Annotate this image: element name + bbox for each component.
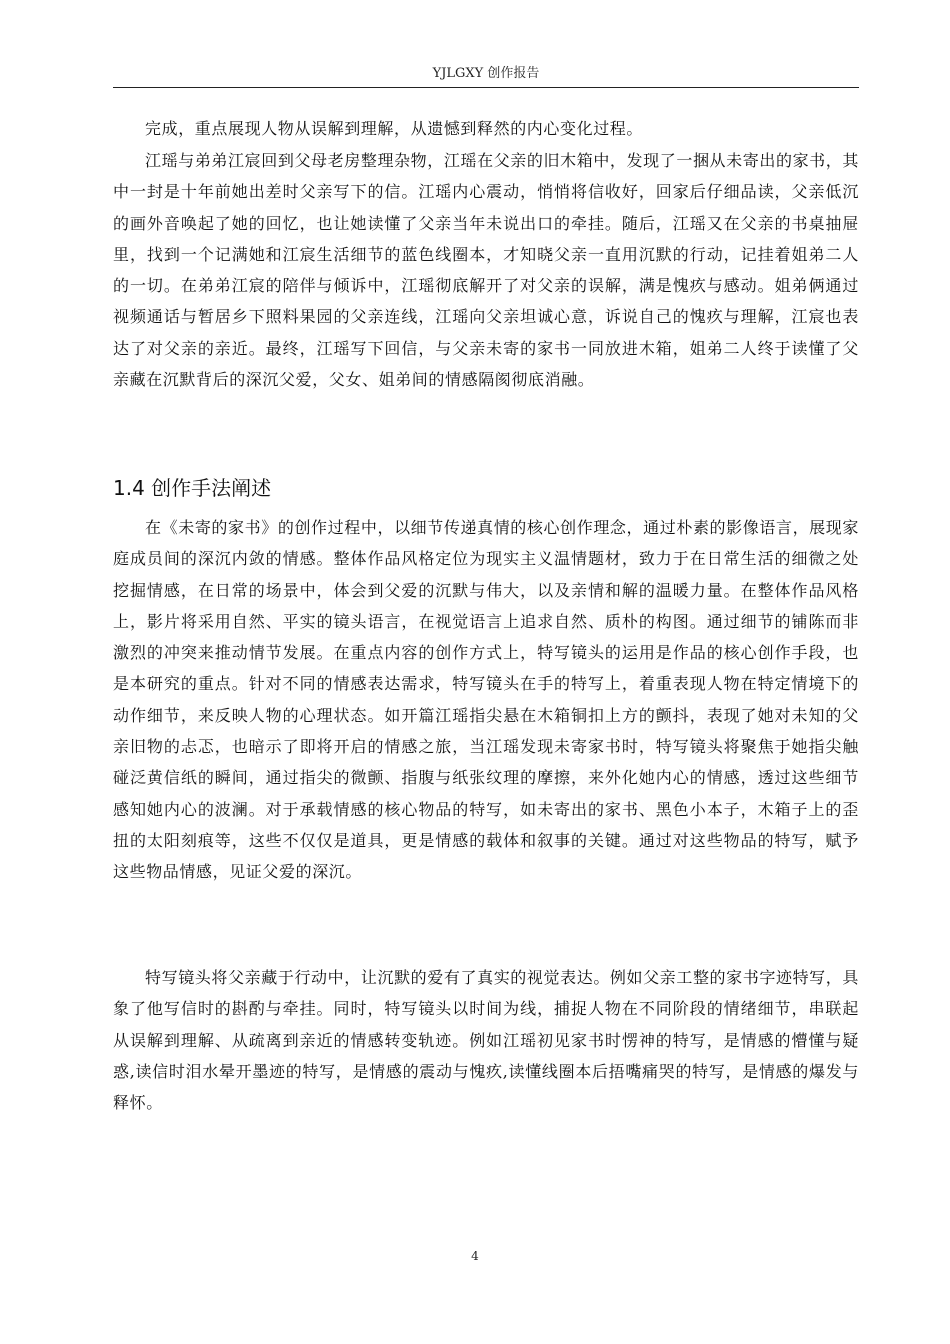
running-header: YJLGXY 创作报告 (432, 66, 540, 81)
page-number: 4 (471, 1249, 479, 1263)
paragraph-plot-summary: 江瑶与弟弟江宸回到父母老房整理杂物，江瑶在父亲的旧木箱中，发现了一捆从未寄出的家书，其中一封是十年前她出差时父亲写下的信。江瑶内心震动，悄悄将信收好，回家后仔细品读，父亲低沉的画外音唤起了她的回忆，也让她读懂了父亲当年未说出口的牵挂。随后，江瑶又在父亲的书桌抽屉里，找到一个记满她和江宸生活细节的蓝色线圈本，才知晓父亲一直用沉默的行动，记挂着姐弟二人的一切。在弟弟江宸的陪伴与倾诉中，江瑶彻底解开了对父亲的误解，满是愧疚与感动。姐弟俩通过视频通话与暂居乡下照料果园的父亲连线，江瑶向父亲坦诚心意，诉说自己的愧疚与理解，江宸也表达了对父亲的亲近。最终，江瑶写下回信，与父亲未寄的家书一同放进木箱，姐弟二人终于读懂了父亲藏在沉默背后的深沉父爱，父女、姐弟间的情感隔阂彻底消融。 (113, 151, 859, 390)
header-rule (113, 87, 859, 88)
paragraph-technique: 在《未寄的家书》的创作过程中，以细节传递真情的核心创作理念，通过朴素的影像语言，展现家庭成员间的深沉内敛的情感。整体作品风格定位为现实主义温情题材，致力于在日常生活的细微之处挖掘情感，在日常的场景中，体会到父爱的沉默与伟大，以及亲情和解的温暖力量。在整体作品风格上，影片将采用自然、平实的镜头语言，在视觉语言上追求自然、质朴的构图。通过细节的铺陈而非激烈的冲突来推动情节发展。在重点内容的创作方式上，特写镜头的运用是作品的核心创作手段，也是本研究的重点。针对不同的情感表达需求，特写镜头在手的特写上，着重表现人物在特定情境下的动作细节，来反映人物的心理状态。如开篇江瑶指尖悬在木箱铜扣上方的颤抖，表现了她对未知的父亲旧物的忐忑，也暗示了即将开启的情感之旅，当江瑶发现未寄家书时，特写镜头将聚焦于她指尖触碰泛黄信纸的瞬间，通过指尖的微颤、指腹与纸张纹理的摩擦，来外化她内心的情感，透过这些细节感知她内心的波澜。对于承载情感的核心物品的特写，如未寄出的家书、黑色小本子，木箱子上的歪扭的太阳刻痕等，这些不仅仅是道具，更是情感的载体和叙事的关键。通过对这些物品的特写，赋予这些物品情感，见证父爱的深沉。 (113, 518, 859, 882)
section-heading: 1.4 创作手法阐述 (113, 476, 272, 500)
paragraph-continuation: 完成，重点展现人物从误解到理解，从遗憾到释然的内心变化过程。 (145, 119, 644, 138)
paragraph-closeup: 特写镜头将父亲藏于行动中，让沉默的爱有了真实的视觉表达。例如父亲工整的家书字迹特写，具象了他写信时的斟酌与牵挂。同时，特写镜头以时间为线，捕捉人物在不同阶段的情绪细节，串联起从误解到理解、从疏离到亲近的情感转变轨迹。例如江瑶初见家书时愣神的特写，是情感的懵懂与疑惑,读信时泪水晕开墨迹的特写，是情感的震动与愧疚,读懂线圈本后捂嘴痛哭的特写，是情感的爆发与释怀。 (113, 968, 859, 1113)
